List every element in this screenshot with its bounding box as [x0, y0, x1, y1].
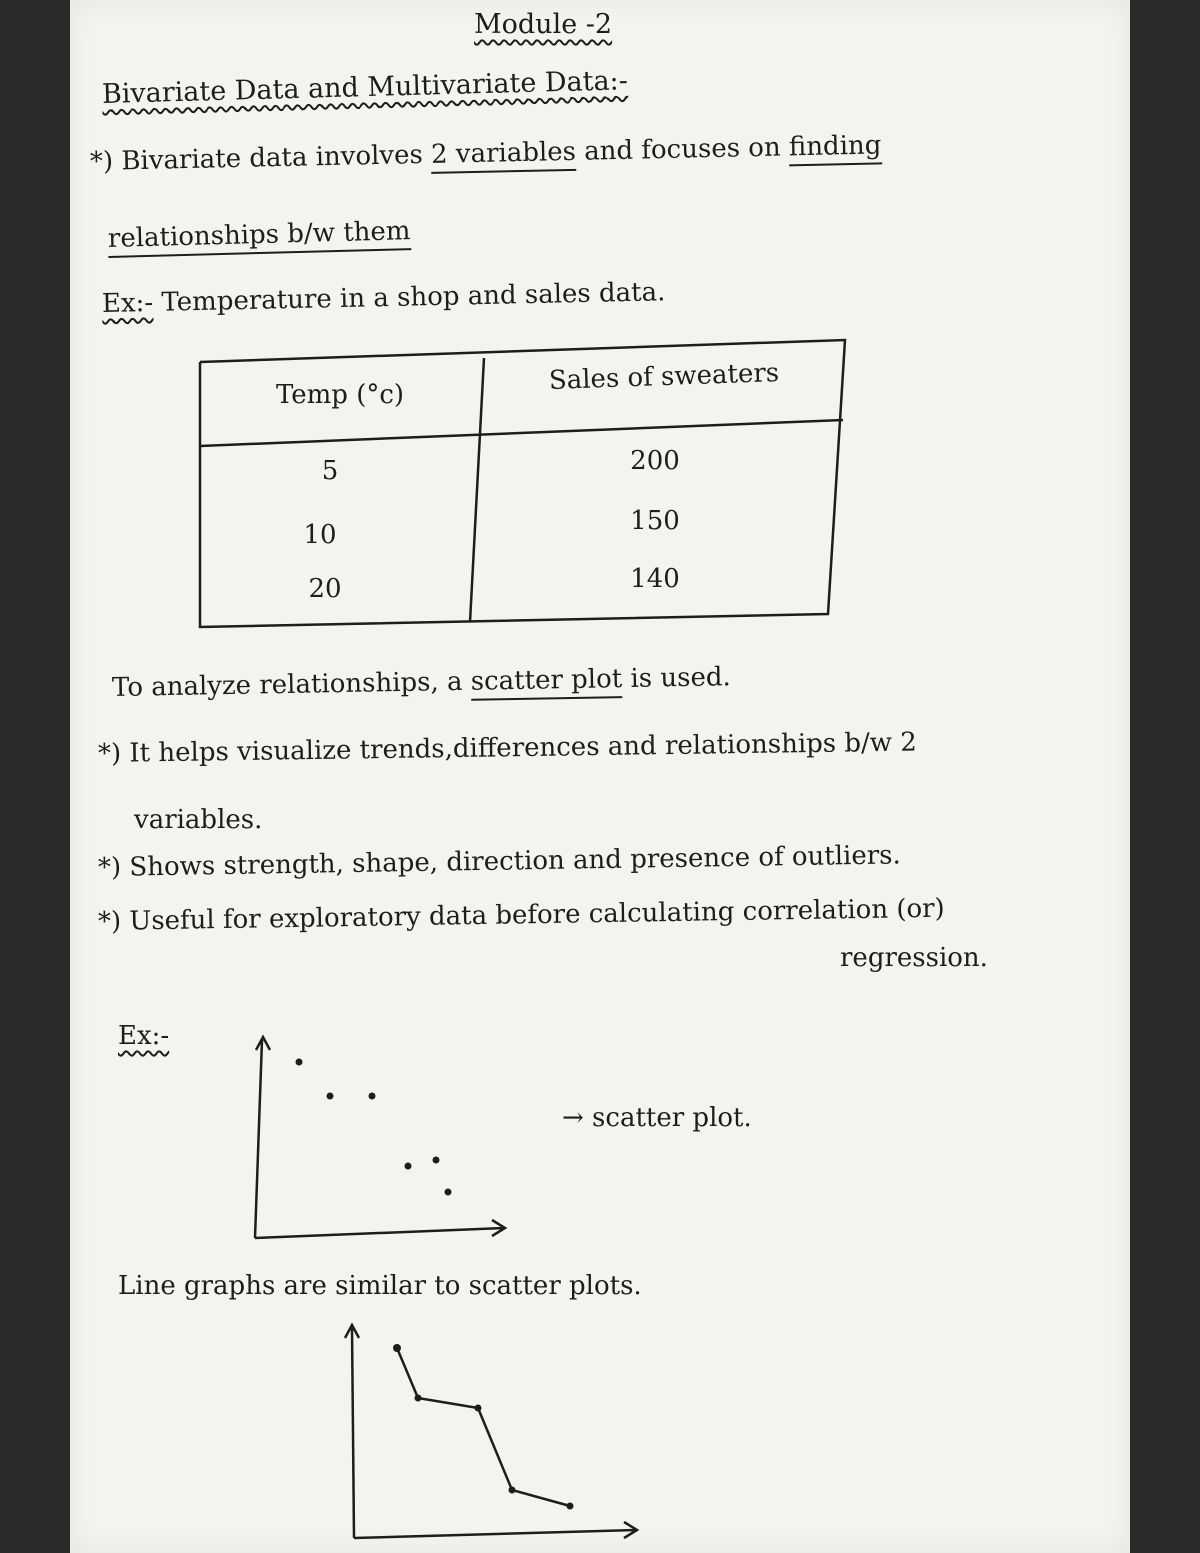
table-row: 20 [308, 574, 342, 604]
para1-text: Bivariate data involves [121, 140, 424, 177]
example-label: Ex:- [101, 287, 154, 319]
para1-line2: relationships b/w them [108, 217, 411, 258]
bullet-text: It helps visualize trends,differences and relationships b/w 2 [129, 727, 918, 769]
bullet-marker: *) [97, 738, 122, 769]
para2-scatter-plot: scatter plot [471, 664, 623, 701]
table-row: 200 [630, 446, 680, 476]
para1-finding: finding [789, 130, 882, 166]
para2-text2: is used. [630, 662, 732, 694]
para1-text2: and focuses on [583, 132, 781, 167]
scatter-arrow-note: → scatter plot. [562, 1103, 752, 1133]
section-heading: Bivariate Data and Multivariate Data:- [101, 65, 629, 110]
para1-two-variables: 2 variables [431, 137, 577, 174]
bullet-text: Shows strength, shape, direction and presence of outliers. [129, 840, 902, 883]
module-title: Module -2 [474, 9, 613, 40]
bullet-marker: *) [89, 146, 114, 177]
example2-label: Ex:- [118, 1021, 170, 1051]
para2-text: To analyze relationships, a [111, 666, 463, 703]
table-header-temp: Temp (°c) [275, 380, 405, 410]
line-graph-note: Line graphs are similar to scatter plots. [118, 1271, 642, 1301]
table-header-sales: Sales of sweaters [548, 357, 780, 397]
table-row: 140 [630, 564, 680, 594]
bullet-marker: *) [97, 852, 122, 883]
table-row: 10 [303, 520, 337, 550]
bullet-line: variables. [134, 805, 263, 835]
bullet-line: regression. [840, 943, 988, 973]
table-row: 150 [630, 506, 680, 536]
table-row: 5 [321, 456, 339, 486]
bullet-text: Useful for exploratory data before calculating correlation (or) [129, 893, 945, 937]
bullet-marker: *) [97, 906, 122, 937]
example1-text: Temperature in a shop and sales data. [161, 277, 666, 318]
